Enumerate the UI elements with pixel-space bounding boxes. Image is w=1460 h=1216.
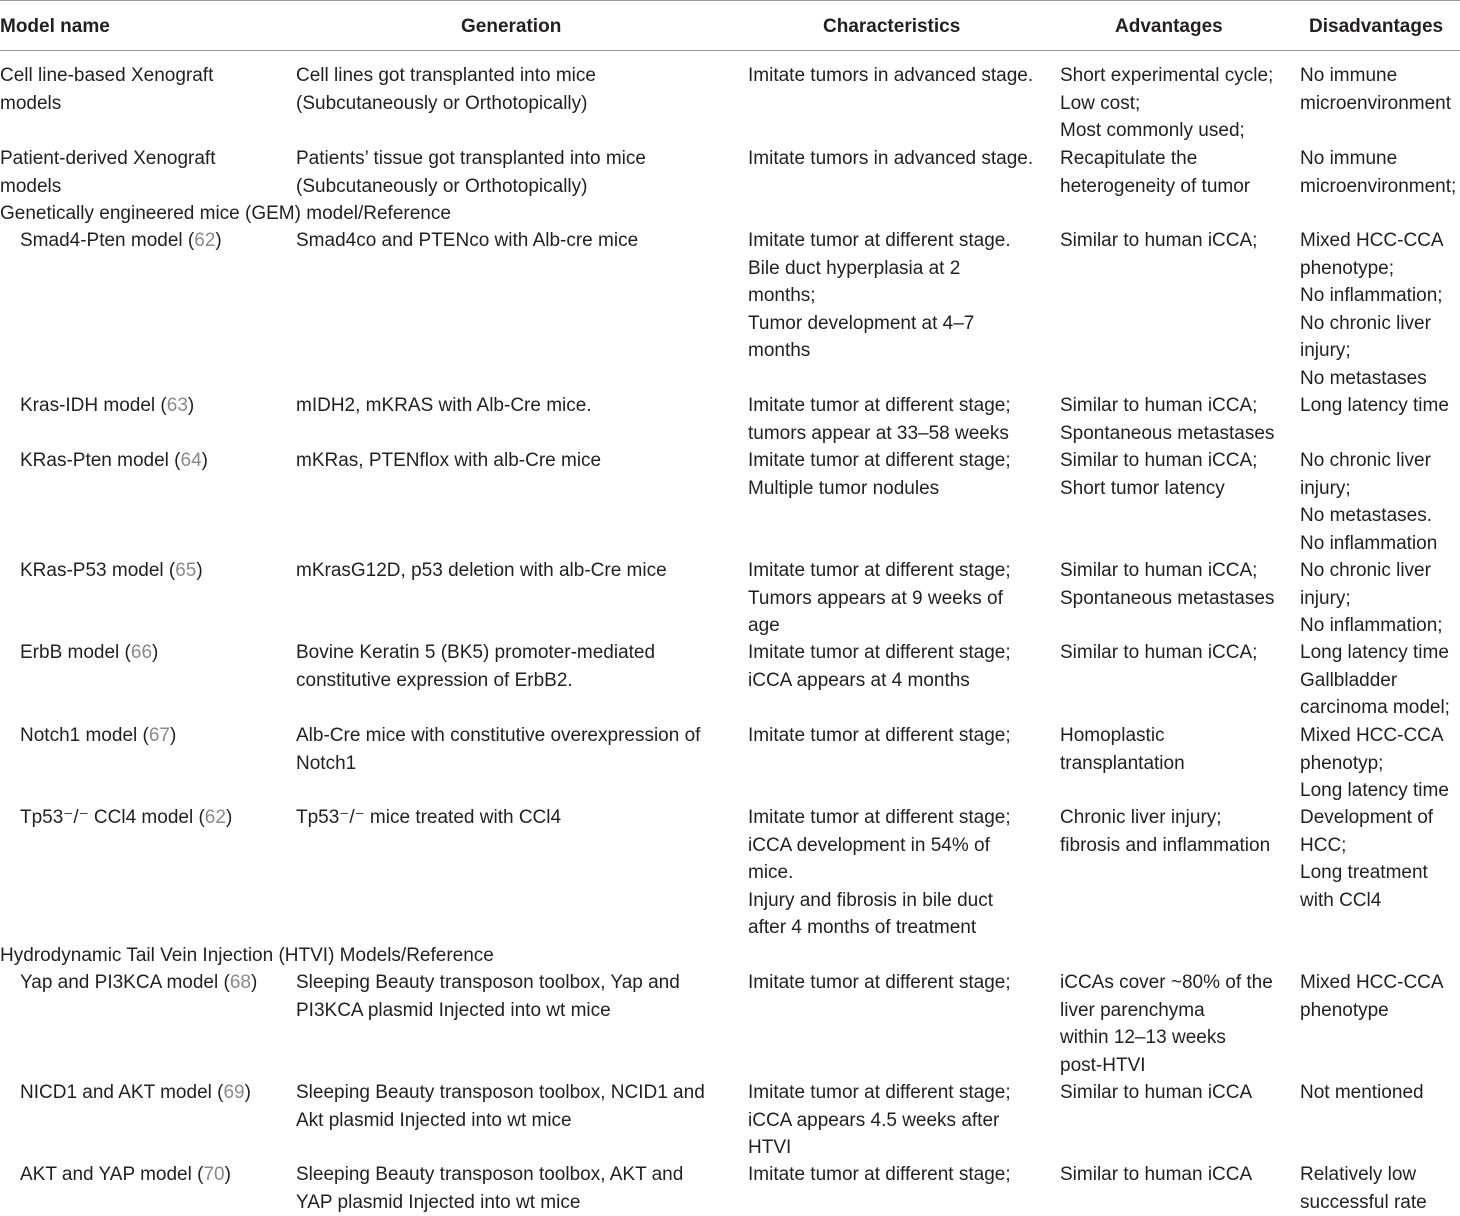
disadvantages-cell-line: Development of <box>1300 804 1433 832</box>
advantages-cell-line: Similar to human iCCA; <box>1060 447 1257 475</box>
reference-number[interactable]: 63 <box>167 395 188 416</box>
generation-cell <box>296 639 655 694</box>
advantages-cell-line: Similar to human iCCA <box>1060 1079 1252 1107</box>
advantages-cell <box>1060 639 1257 667</box>
advantages-cell-line: fibrosis and inflammation <box>1060 832 1270 860</box>
disadvantages-cell <box>1300 447 1437 557</box>
characteristics-cell-line: months; <box>748 282 1011 310</box>
generation-cell-line: Akt plasmid Injected into wt mice <box>296 1107 705 1135</box>
disadvantages-cell-line: No immune <box>1300 145 1456 173</box>
disadvantages-cell <box>1300 392 1449 420</box>
generation-cell-line: mKRas, PTENflox with alb-Cre mice <box>296 447 601 475</box>
generation-cell <box>296 447 601 475</box>
disadvantages-cell-line: with CCl4 <box>1300 887 1433 915</box>
model-name-cell-line: models <box>0 90 213 118</box>
model-name-cell <box>20 804 232 832</box>
characteristics-cell-line: tumors appear at 33–58 weeks <box>748 420 1011 448</box>
characteristics-cell-line: Imitate tumor at different stage; <box>748 969 1011 997</box>
characteristics-cell-line: Imitate tumor at different stage; <box>748 557 1011 585</box>
header-disadvantages: Disadvantages <box>1309 13 1443 40</box>
reference-number[interactable]: 66 <box>131 642 152 663</box>
generation-cell-line: Bovine Keratin 5 (BK5) promoter-mediated <box>296 639 655 667</box>
disadvantages-cell-line: injury; <box>1300 585 1443 613</box>
header-model-name: Model name <box>0 13 110 40</box>
characteristics-cell-line: Imitate tumor at different stage; <box>748 722 1011 750</box>
generation-cell-line: Sleeping Beauty transposon toolbox, Yap and <box>296 969 680 997</box>
disadvantages-cell <box>1300 639 1450 722</box>
characteristics-cell-line: age <box>748 612 1011 640</box>
header-advantages: Advantages <box>1115 13 1223 40</box>
generation-cell <box>296 392 592 420</box>
characteristics-cell-line: iCCA appears 4.5 weeks after <box>748 1107 1011 1135</box>
model-name-cell <box>0 62 213 117</box>
disadvantages-cell-line: No chronic liver <box>1300 310 1444 338</box>
model-name-cell-line: AKT and YAP model (70) <box>20 1161 231 1189</box>
generation-cell <box>296 1079 705 1134</box>
disadvantages-cell-line: HCC; <box>1300 832 1433 860</box>
disadvantages-cell <box>1300 969 1444 1024</box>
advantages-cell <box>1060 1079 1252 1107</box>
reference-number[interactable]: 70 <box>203 1164 224 1185</box>
characteristics-cell-line: Imitate tumor at different stage; <box>748 639 1011 667</box>
characteristics-cell-line: iCCA appears at 4 months <box>748 667 1011 695</box>
disadvantages-cell-line: No metastases. <box>1300 502 1437 530</box>
disadvantages-cell-line: Not mentioned <box>1300 1079 1424 1107</box>
reference-number[interactable]: 62 <box>205 807 226 828</box>
characteristics-cell-line: Imitate tumor at different stage; <box>748 392 1011 420</box>
characteristics-cell-line: Imitate tumor at different stage; <box>748 1161 1011 1189</box>
disadvantages-cell <box>1300 557 1443 640</box>
reference-number[interactable]: 69 <box>223 1082 244 1103</box>
disadvantages-cell-line: No inflammation; <box>1300 282 1444 310</box>
advantages-cell-line: Homoplastic <box>1060 722 1185 750</box>
characteristics-cell-line: Imitate tumors in advanced stage. <box>748 62 1033 90</box>
model-name-cell-line: Tp53⁻/⁻ CCl4 model (62) <box>20 804 232 832</box>
disadvantages-cell-line: Long treatment <box>1300 859 1433 887</box>
model-name-cell-line: Kras-IDH model (63) <box>20 392 194 420</box>
disadvantages-cell-line: Mixed HCC-CCA <box>1300 969 1444 997</box>
disadvantages-cell <box>1300 227 1444 392</box>
model-name-cell <box>20 227 222 255</box>
characteristics-cell <box>748 557 1011 640</box>
advantages-cell-line: Chronic liver injury; <box>1060 804 1270 832</box>
characteristics-cell <box>748 804 1011 942</box>
disadvantages-cell-line: successful rate <box>1300 1189 1427 1216</box>
advantages-cell <box>1060 722 1185 777</box>
characteristics-cell-line: mice. <box>748 859 1011 887</box>
advantages-cell <box>1060 145 1250 200</box>
reference-number[interactable]: 68 <box>230 972 251 993</box>
generation-cell-line: (Subcutaneously or Orthotopically) <box>296 173 646 201</box>
characteristics-cell <box>748 1079 1011 1162</box>
characteristics-cell-line: Tumor development at 4–7 <box>748 310 1011 338</box>
disadvantages-cell-line: Mixed HCC-CCA <box>1300 227 1444 255</box>
characteristics-cell <box>748 62 1033 90</box>
generation-cell-line: Sleeping Beauty transposon toolbox, AKT and <box>296 1161 683 1189</box>
generation-cell <box>296 227 638 255</box>
reference-number[interactable]: 65 <box>175 560 196 581</box>
characteristics-cell-line: Multiple tumor nodules <box>748 475 1011 503</box>
advantages-cell-line: post-HTVI <box>1060 1052 1273 1080</box>
generation-cell-line: constitutive expression of ErbB2. <box>296 667 655 695</box>
generation-cell <box>296 557 667 585</box>
disadvantages-cell-line: carcinoma model; <box>1300 694 1450 722</box>
advantages-cell <box>1060 392 1274 447</box>
disadvantages-cell-line: No chronic liver <box>1300 557 1443 585</box>
model-name-cell <box>20 639 158 667</box>
generation-cell <box>296 62 596 117</box>
disadvantages-cell-line: injury; <box>1300 475 1437 503</box>
model-name-cell <box>20 969 257 997</box>
disadvantages-cell-line: microenvironment <box>1300 90 1451 118</box>
generation-cell-line: (Subcutaneously or Orthotopically) <box>296 90 596 118</box>
header-characteristics: Characteristics <box>823 13 960 40</box>
advantages-cell-line: Similar to human iCCA; <box>1060 557 1274 585</box>
model-name-cell <box>20 447 208 475</box>
model-name-cell <box>0 145 215 200</box>
advantages-cell-line: Spontaneous metastases <box>1060 420 1274 448</box>
model-name-cell-line: Yap and PI3KCA model (68) <box>20 969 257 997</box>
characteristics-cell-line: Imitate tumor at different stage; <box>748 1079 1011 1107</box>
section-gem-label: Genetically engineered mice (GEM) model/Reference <box>0 200 451 228</box>
characteristics-cell-line: Imitate tumors in advanced stage. <box>748 145 1033 173</box>
disadvantages-cell-line: No metastases <box>1300 365 1444 393</box>
top-rule <box>0 0 1460 1</box>
advantages-cell-line: Spontaneous metastases <box>1060 585 1274 613</box>
disadvantages-cell-line: No inflammation <box>1300 530 1437 558</box>
header-generation: Generation <box>461 13 561 40</box>
characteristics-cell <box>748 145 1033 173</box>
advantages-cell-line: Most commonly used; <box>1060 117 1273 145</box>
model-name-cell <box>20 1079 251 1107</box>
disadvantages-cell-line: Gallbladder <box>1300 667 1450 695</box>
model-name-cell-line: NICD1 and AKT model (69) <box>20 1079 251 1107</box>
disadvantages-cell <box>1300 62 1451 117</box>
disadvantages-cell-line: phenotyp; <box>1300 750 1449 778</box>
generation-cell-line: PI3KCA plasmid Injected into wt mice <box>296 997 680 1025</box>
characteristics-cell-line: after 4 months of treatment <box>748 914 1011 942</box>
reference-number[interactable]: 67 <box>149 725 170 746</box>
characteristics-cell-line: Tumors appears at 9 weeks of <box>748 585 1011 613</box>
model-name-cell <box>20 392 194 420</box>
disadvantages-cell-line: phenotype; <box>1300 255 1444 283</box>
advantages-cell <box>1060 62 1273 145</box>
disadvantages-cell <box>1300 804 1433 914</box>
characteristics-cell <box>748 447 1011 502</box>
disadvantages-cell-line: No immune <box>1300 62 1451 90</box>
characteristics-cell <box>748 969 1011 997</box>
characteristics-cell-line: months <box>748 337 1011 365</box>
generation-cell-line: Notch1 <box>296 750 700 778</box>
characteristics-cell-line: Imitate tumor at different stage; <box>748 447 1011 475</box>
generation-cell-line: YAP plasmid Injected into wt mice <box>296 1189 683 1216</box>
generation-cell-line: Smad4co and PTENco with Alb-cre mice <box>296 227 638 255</box>
model-name-cell-line: models <box>0 173 215 201</box>
advantages-cell-line: transplantation <box>1060 750 1185 778</box>
disadvantages-cell-line: No chronic liver <box>1300 447 1437 475</box>
advantages-cell-line: Recapitulate the <box>1060 145 1250 173</box>
generation-cell <box>296 145 646 200</box>
generation-cell-line: Patients’ tissue got transplanted into mice <box>296 145 646 173</box>
reference-number[interactable]: 64 <box>181 450 202 471</box>
generation-cell-line: Cell lines got transplanted into mice <box>296 62 596 90</box>
characteristics-cell <box>748 722 1011 750</box>
model-name-cell-line: Patient-derived Xenograft <box>0 145 215 173</box>
advantages-cell <box>1060 557 1274 612</box>
characteristics-cell <box>748 639 1011 694</box>
section-htvi-label: Hydrodynamic Tail Vein Injection (HTVI) Models/Reference <box>0 942 494 970</box>
advantages-cell-line: Similar to human iCCA; <box>1060 227 1257 255</box>
advantages-cell <box>1060 804 1270 859</box>
disadvantages-cell-line: No inflammation; <box>1300 612 1443 640</box>
generation-cell-line: Tp53⁻/⁻ mice treated with CCl4 <box>296 804 561 832</box>
reference-number[interactable]: 62 <box>194 230 215 251</box>
model-name-cell-line: Smad4-Pten model (62) <box>20 227 222 255</box>
generation-cell <box>296 1161 683 1216</box>
characteristics-cell-line: Injury and fibrosis in bile duct <box>748 887 1011 915</box>
characteristics-cell <box>748 392 1011 447</box>
model-name-cell-line: Notch1 model (67) <box>20 722 176 750</box>
disadvantages-cell-line: Long latency time <box>1300 777 1449 805</box>
model-name-cell-line: KRas-Pten model (64) <box>20 447 208 475</box>
model-name-cell-line: Cell line-based Xenograft <box>0 62 213 90</box>
disadvantages-cell-line: Mixed HCC-CCA <box>1300 722 1449 750</box>
generation-cell <box>296 722 700 777</box>
characteristics-cell-line: Bile duct hyperplasia at 2 <box>748 255 1011 283</box>
advantages-cell-line: heterogeneity of tumor <box>1060 173 1250 201</box>
disadvantages-cell-line: injury; <box>1300 337 1444 365</box>
disadvantages-cell-line: Long latency time <box>1300 392 1449 420</box>
characteristics-cell-line: HTVI <box>748 1134 1011 1162</box>
model-name-cell <box>20 557 203 585</box>
advantages-cell-line: Similar to human iCCA <box>1060 1161 1252 1189</box>
advantages-cell-line: Similar to human iCCA; <box>1060 392 1274 420</box>
disadvantages-cell <box>1300 1161 1427 1216</box>
advantages-cell <box>1060 1161 1252 1189</box>
characteristics-cell-line: iCCA development in 54% of <box>748 832 1011 860</box>
model-name-cell <box>20 1161 231 1189</box>
advantages-cell-line: Low cost; <box>1060 90 1273 118</box>
generation-cell-line: mKrasG12D, p53 deletion with alb-Cre mice <box>296 557 667 585</box>
advantages-cell-line: Similar to human iCCA; <box>1060 639 1257 667</box>
advantages-cell <box>1060 447 1257 502</box>
characteristics-cell <box>748 227 1011 365</box>
advantages-cell <box>1060 969 1273 1079</box>
generation-cell-line: mIDH2, mKRAS with Alb-Cre mice. <box>296 392 592 420</box>
characteristics-cell-line: Imitate tumor at different stage; <box>748 804 1011 832</box>
disadvantages-cell <box>1300 145 1456 200</box>
advantages-cell-line: within 12–13 weeks <box>1060 1024 1273 1052</box>
disadvantages-cell-line: Relatively low <box>1300 1161 1427 1189</box>
generation-cell <box>296 969 680 1024</box>
model-name-cell-line: ErbB model (66) <box>20 639 158 667</box>
header-rule <box>0 50 1460 51</box>
disadvantages-cell-line: phenotype <box>1300 997 1444 1025</box>
disadvantages-cell-line: microenvironment; <box>1300 173 1456 201</box>
advantages-cell-line: Short tumor latency <box>1060 475 1257 503</box>
characteristics-cell <box>748 1161 1011 1189</box>
disadvantages-cell <box>1300 722 1449 805</box>
advantages-cell-line: Short experimental cycle; <box>1060 62 1273 90</box>
disadvantages-cell <box>1300 1079 1424 1107</box>
characteristics-cell-line: Imitate tumor at different stage. <box>748 227 1011 255</box>
advantages-cell-line: liver parenchyma <box>1060 997 1273 1025</box>
advantages-cell <box>1060 227 1257 255</box>
model-name-cell-line: KRas-P53 model (65) <box>20 557 203 585</box>
advantages-cell-line: iCCAs cover ~80% of the <box>1060 969 1273 997</box>
model-name-cell <box>20 722 176 750</box>
disadvantages-cell-line: Long latency time <box>1300 639 1450 667</box>
generation-cell-line: Alb-Cre mice with constitutive overexpression of <box>296 722 700 750</box>
generation-cell-line: Sleeping Beauty transposon toolbox, NCID1 and <box>296 1079 705 1107</box>
generation-cell <box>296 804 561 832</box>
